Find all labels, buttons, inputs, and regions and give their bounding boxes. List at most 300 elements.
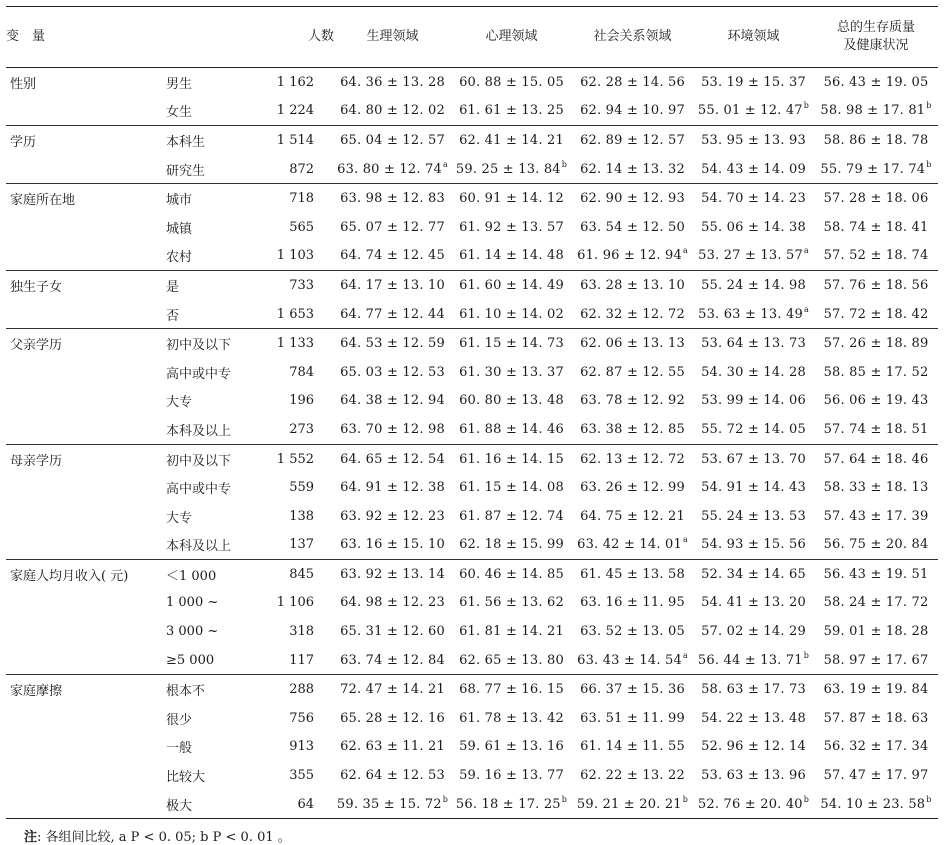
category-cell: 3 000 ~ bbox=[166, 624, 219, 640]
variable-cell: 家庭摩擦 bbox=[6, 675, 166, 704]
psychological-value-cell bbox=[451, 415, 572, 444]
variable-cell bbox=[6, 733, 166, 762]
overall-value-cell bbox=[814, 329, 938, 358]
value-text: 62. 13 ± 12. 72 bbox=[580, 451, 685, 467]
value-text: 55. 79 ± 17. 74 bbox=[820, 161, 926, 177]
environment-value-cell bbox=[693, 300, 814, 329]
count-cell: 318 bbox=[289, 624, 315, 640]
overall-value-cell bbox=[814, 387, 938, 416]
psychological-value-cell bbox=[451, 444, 572, 473]
count-cell: 872 bbox=[289, 161, 315, 177]
environment-value-cell bbox=[693, 415, 814, 444]
variable-cell bbox=[6, 473, 166, 502]
category-cell: 研究生 bbox=[166, 163, 206, 179]
count-cell: 1 106 bbox=[276, 595, 315, 611]
table-row bbox=[6, 387, 938, 416]
physical-value-cell bbox=[334, 126, 451, 155]
physical-value-cell bbox=[334, 473, 451, 502]
psychological-value-cell bbox=[451, 358, 572, 387]
value-text: 62. 28 ± 14. 56 bbox=[580, 74, 685, 90]
psychological-value-cell bbox=[451, 97, 572, 126]
value-text: 61. 16 ± 14. 15 bbox=[459, 451, 564, 467]
variable-cell: 父亲学历 bbox=[6, 329, 166, 358]
value-text: 53. 63 ± 13. 49 bbox=[698, 306, 803, 322]
variable-cell bbox=[6, 155, 166, 184]
social-value-cell bbox=[572, 560, 693, 589]
value-text: 56. 43 ± 19. 05 bbox=[823, 74, 929, 90]
value-text: 58. 85 ± 17. 52 bbox=[823, 364, 929, 380]
count-cell: 565 bbox=[289, 219, 315, 235]
value-text: 52. 96 ± 12. 14 bbox=[701, 739, 806, 755]
count-cell: 1 224 bbox=[276, 103, 315, 119]
value-text: 65. 07 ± 12. 77 bbox=[340, 219, 445, 235]
physical-value-cell bbox=[334, 502, 451, 531]
significance-mark: b bbox=[926, 159, 932, 169]
physical-value-cell bbox=[334, 329, 451, 358]
overall-value-cell bbox=[814, 242, 938, 271]
psychological-value-cell bbox=[451, 502, 572, 531]
environment-value-cell bbox=[693, 358, 814, 387]
variable-cell bbox=[6, 300, 166, 329]
social-value-cell bbox=[572, 358, 693, 387]
category-cell: 本科生 bbox=[166, 126, 266, 155]
value-text: 61. 96 ± 12. 94 bbox=[577, 248, 682, 264]
variable-cell: 性别 bbox=[6, 68, 166, 97]
significance-mark: a bbox=[803, 246, 809, 256]
category-cell: ＜1 000 bbox=[166, 560, 266, 589]
environment-value-cell bbox=[693, 617, 814, 646]
environment-value-cell bbox=[693, 531, 814, 560]
environment-value-cell bbox=[693, 473, 814, 502]
value-text: 64. 17 ± 13. 10 bbox=[340, 277, 445, 293]
social-value-cell bbox=[572, 387, 693, 416]
variable-cell bbox=[6, 242, 166, 271]
psychological-value-cell bbox=[451, 271, 572, 300]
value-text: 55. 72 ± 14. 05 bbox=[701, 421, 806, 437]
social-value-cell bbox=[572, 271, 693, 300]
physical-value-cell bbox=[334, 68, 451, 97]
value-text: 61. 15 ± 14. 08 bbox=[459, 480, 564, 496]
environment-value-cell bbox=[693, 213, 814, 242]
physical-value-cell bbox=[334, 704, 451, 733]
count-cell: 1 514 bbox=[266, 126, 334, 155]
physical-value-cell bbox=[334, 97, 451, 126]
table-row bbox=[6, 646, 938, 675]
social-value-cell bbox=[572, 155, 693, 184]
count-cell: 559 bbox=[289, 480, 315, 496]
overall-value-cell bbox=[814, 358, 938, 387]
physical-value-cell bbox=[334, 761, 451, 790]
value-text: 63. 74 ± 12. 84 bbox=[340, 652, 445, 668]
value-text: 53. 64 ± 13. 73 bbox=[701, 336, 806, 352]
significance-mark: b bbox=[561, 794, 568, 804]
value-text: 63. 80 ± 12. 74 bbox=[337, 161, 442, 177]
psychological-value-cell bbox=[451, 733, 572, 762]
value-text: 62. 14 ± 13. 32 bbox=[580, 161, 685, 177]
category-cell: 极大 bbox=[166, 790, 266, 819]
physical-value-cell bbox=[334, 358, 451, 387]
table-note bbox=[24, 826, 291, 845]
social-value-cell bbox=[572, 733, 693, 762]
value-text: 68. 77 ± 16. 15 bbox=[459, 682, 564, 698]
value-text: 57. 47 ± 17. 97 bbox=[823, 768, 929, 784]
count-cell: 273 bbox=[289, 421, 315, 437]
table-row bbox=[6, 733, 938, 762]
value-text: 54. 10 ± 23. 58 bbox=[820, 796, 926, 812]
count-cell: 355 bbox=[289, 768, 315, 784]
category-cell: 一般 bbox=[166, 741, 193, 757]
social-value-cell bbox=[572, 97, 693, 126]
value-text: 63. 92 ± 12. 23 bbox=[340, 508, 445, 524]
table-row bbox=[6, 184, 938, 213]
value-text: 61. 60 ± 14. 49 bbox=[459, 277, 564, 293]
value-text: 62. 90 ± 12. 93 bbox=[580, 191, 685, 207]
value-text: 62. 63 ± 11. 21 bbox=[340, 739, 445, 755]
physical-value-cell bbox=[334, 213, 451, 242]
physical-value-cell bbox=[334, 271, 451, 300]
table-row bbox=[6, 126, 938, 155]
value-text: 62. 87 ± 12. 55 bbox=[580, 364, 685, 380]
data-table bbox=[6, 6, 938, 819]
physical-value-cell bbox=[334, 560, 451, 589]
value-text: 53. 63 ± 13. 96 bbox=[701, 768, 806, 784]
value-text: 64. 38 ± 12. 94 bbox=[340, 393, 445, 409]
category-cell: 城市 bbox=[166, 184, 266, 213]
table-row bbox=[6, 155, 938, 184]
value-text: 55. 24 ± 14. 98 bbox=[701, 277, 806, 293]
value-text: 57. 28 ± 18. 06 bbox=[823, 191, 929, 207]
value-text: 61. 81 ± 14. 21 bbox=[459, 624, 564, 640]
table-row bbox=[6, 358, 938, 387]
value-text: 63. 16 ± 11. 95 bbox=[580, 595, 685, 611]
value-text: 54. 41 ± 13. 20 bbox=[701, 595, 806, 611]
category-cell: 否 bbox=[166, 308, 180, 324]
social-value-cell bbox=[572, 675, 693, 704]
value-text: 62. 65 ± 13. 80 bbox=[459, 652, 564, 668]
environment-value-cell bbox=[693, 733, 814, 762]
category-cell: 城镇 bbox=[166, 221, 193, 237]
variable-cell bbox=[6, 531, 166, 560]
variable-cell: 学历 bbox=[6, 126, 166, 155]
note-text: : 各组间比较, a P < 0. 05; b P < 0. 01 。 bbox=[37, 830, 291, 845]
significance-mark: b bbox=[803, 794, 810, 804]
table-row bbox=[6, 531, 938, 560]
significance-mark: b bbox=[561, 159, 568, 169]
overall-value-cell bbox=[814, 271, 938, 300]
count-cell: 733 bbox=[266, 271, 334, 300]
value-text: 63. 26 ± 12. 99 bbox=[580, 480, 685, 496]
significance-mark: a bbox=[442, 159, 448, 169]
variable-cell bbox=[6, 589, 166, 618]
overall-value-cell bbox=[814, 617, 938, 646]
variable-cell: 母亲学历 bbox=[6, 444, 166, 473]
environment-value-cell bbox=[693, 589, 814, 618]
value-text: 53. 95 ± 13. 93 bbox=[701, 132, 806, 148]
overall-value-cell bbox=[814, 675, 938, 704]
count-cell: 64 bbox=[266, 790, 334, 819]
environment-value-cell bbox=[693, 675, 814, 704]
psychological-value-cell bbox=[451, 790, 572, 819]
category-cell: 男生 bbox=[166, 68, 266, 97]
psychological-value-cell bbox=[451, 675, 572, 704]
physical-value-cell bbox=[334, 617, 451, 646]
variable-cell: 家庭所在地 bbox=[6, 184, 166, 213]
physical-value-cell bbox=[334, 184, 451, 213]
value-text: 56. 32 ± 17. 34 bbox=[823, 739, 929, 755]
value-text: 54. 22 ± 13. 48 bbox=[701, 710, 806, 726]
value-text: 65. 04 ± 12. 57 bbox=[340, 132, 445, 148]
value-text: 62. 41 ± 14. 21 bbox=[459, 132, 564, 148]
value-text: 61. 92 ± 13. 57 bbox=[459, 219, 564, 235]
value-text: 63. 38 ± 12. 85 bbox=[580, 421, 685, 437]
value-text: 61. 14 ± 14. 48 bbox=[459, 248, 564, 264]
document bbox=[6, 6, 938, 845]
value-text: 65. 28 ± 12. 16 bbox=[340, 710, 445, 726]
psychological-value-cell bbox=[451, 531, 572, 560]
value-text: 58. 97 ± 17. 67 bbox=[823, 652, 929, 668]
social-value-cell bbox=[572, 68, 693, 97]
psychological-value-cell bbox=[451, 213, 572, 242]
category-cell: 高中或中专 bbox=[166, 366, 232, 382]
value-text: 53. 67 ± 13. 70 bbox=[701, 451, 806, 467]
variable-cell bbox=[6, 97, 166, 126]
value-text: 59. 01 ± 18. 28 bbox=[823, 624, 929, 640]
environment-value-cell bbox=[693, 271, 814, 300]
social-value-cell bbox=[572, 300, 693, 329]
environment-value-cell bbox=[693, 444, 814, 473]
psychological-value-cell bbox=[451, 761, 572, 790]
overall-value-cell bbox=[814, 68, 938, 97]
social-value-cell bbox=[572, 444, 693, 473]
physical-value-cell bbox=[334, 300, 451, 329]
social-value-cell bbox=[572, 617, 693, 646]
header-physical: 生理领域 bbox=[334, 7, 451, 68]
category-cell: 高中或中专 bbox=[166, 482, 232, 498]
header-count: 人数 bbox=[266, 7, 334, 68]
category-cell: 是 bbox=[166, 271, 266, 300]
value-text: 64. 75 ± 12. 21 bbox=[580, 508, 685, 524]
value-text: 61. 78 ± 13. 42 bbox=[459, 710, 564, 726]
value-text: 63. 78 ± 12. 92 bbox=[580, 393, 685, 409]
social-value-cell bbox=[572, 704, 693, 733]
count-cell: 1 133 bbox=[266, 329, 334, 358]
environment-value-cell bbox=[693, 790, 814, 819]
header-overall-line1: 总的生存质量 bbox=[837, 20, 916, 35]
value-text: 66. 37 ± 15. 36 bbox=[580, 682, 685, 698]
social-value-cell bbox=[572, 761, 693, 790]
overall-value-cell bbox=[814, 560, 938, 589]
physical-value-cell bbox=[334, 242, 451, 271]
table-row bbox=[6, 97, 938, 126]
value-text: 65. 31 ± 12. 60 bbox=[340, 624, 445, 640]
table-row bbox=[6, 329, 938, 358]
table-row bbox=[6, 213, 938, 242]
social-value-cell bbox=[572, 213, 693, 242]
physical-value-cell bbox=[334, 387, 451, 416]
environment-value-cell bbox=[693, 97, 814, 126]
count-cell: 1 162 bbox=[266, 68, 334, 97]
count-cell: 1 552 bbox=[266, 444, 334, 473]
psychological-value-cell bbox=[451, 242, 572, 271]
count-cell: 117 bbox=[289, 652, 315, 668]
significance-mark: a bbox=[803, 304, 809, 314]
significance-mark: b bbox=[926, 101, 932, 111]
environment-value-cell bbox=[693, 502, 814, 531]
table-row bbox=[6, 675, 938, 704]
significance-mark: a bbox=[682, 246, 688, 256]
overall-value-cell bbox=[814, 473, 938, 502]
value-text: 54. 43 ± 14. 09 bbox=[701, 161, 806, 177]
value-text: 58. 86 ± 18. 78 bbox=[823, 132, 929, 148]
table-body bbox=[6, 68, 938, 819]
value-text: 53. 19 ± 15. 37 bbox=[701, 74, 806, 90]
value-text: 64. 65 ± 12. 54 bbox=[340, 451, 445, 467]
value-text: 54. 91 ± 14. 43 bbox=[701, 480, 806, 496]
value-text: 63. 54 ± 12. 50 bbox=[580, 219, 685, 235]
value-text: 64. 74 ± 12. 45 bbox=[340, 248, 445, 264]
value-text: 61. 15 ± 14. 73 bbox=[459, 336, 564, 352]
value-text: 59. 25 ± 13. 84 bbox=[455, 161, 561, 177]
significance-mark: b bbox=[803, 650, 810, 660]
category-cell: 大专 bbox=[166, 510, 193, 526]
environment-value-cell bbox=[693, 761, 814, 790]
physical-value-cell bbox=[334, 646, 451, 675]
count-cell: 913 bbox=[289, 739, 315, 755]
value-text: 61. 30 ± 13. 37 bbox=[459, 364, 564, 380]
significance-mark: b bbox=[442, 794, 449, 804]
value-text: 61. 14 ± 11. 55 bbox=[580, 739, 685, 755]
psychological-value-cell bbox=[451, 68, 572, 97]
value-text: 61. 10 ± 14. 02 bbox=[459, 306, 564, 322]
value-text: 53. 99 ± 14. 06 bbox=[701, 393, 806, 409]
psychological-value-cell bbox=[451, 387, 572, 416]
value-text: 65. 03 ± 12. 53 bbox=[340, 364, 445, 380]
variable-cell bbox=[6, 790, 166, 819]
value-text: 62. 06 ± 13. 13 bbox=[580, 336, 685, 352]
value-text: 64. 91 ± 12. 38 bbox=[340, 480, 445, 496]
table-row bbox=[6, 444, 938, 473]
value-text: 63. 98 ± 12. 83 bbox=[340, 191, 445, 207]
value-text: 64. 80 ± 12. 02 bbox=[340, 103, 445, 119]
category-cell: 初中及以下 bbox=[166, 444, 266, 473]
social-value-cell bbox=[572, 531, 693, 560]
value-text: 58. 33 ± 18. 13 bbox=[823, 480, 929, 496]
header-environment: 环境领域 bbox=[693, 7, 814, 68]
significance-mark: b bbox=[682, 794, 689, 804]
environment-value-cell bbox=[693, 646, 814, 675]
count-cell: 1 653 bbox=[276, 306, 315, 322]
value-text: 63. 51 ± 11. 99 bbox=[580, 710, 685, 726]
category-cell: 初中及以下 bbox=[166, 329, 266, 358]
psychological-value-cell bbox=[451, 704, 572, 733]
environment-value-cell bbox=[693, 387, 814, 416]
overall-value-cell bbox=[814, 733, 938, 762]
category-cell: 本科及以上 bbox=[166, 423, 232, 439]
value-text: 59. 61 ± 13. 16 bbox=[459, 739, 564, 755]
environment-value-cell bbox=[693, 560, 814, 589]
value-text: 52. 34 ± 14. 65 bbox=[701, 566, 806, 582]
value-text: 63. 52 ± 13. 05 bbox=[580, 624, 685, 640]
variable-cell bbox=[6, 387, 166, 416]
psychological-value-cell bbox=[451, 560, 572, 589]
value-text: 57. 52 ± 18. 74 bbox=[823, 248, 929, 264]
environment-value-cell bbox=[693, 155, 814, 184]
overall-value-cell bbox=[814, 761, 938, 790]
significance-mark: b bbox=[926, 794, 932, 804]
social-value-cell bbox=[572, 502, 693, 531]
value-text: 63. 70 ± 12. 98 bbox=[340, 421, 445, 437]
table-row bbox=[6, 502, 938, 531]
table-row bbox=[6, 790, 938, 819]
social-value-cell bbox=[572, 415, 693, 444]
value-text: 54. 70 ± 14. 23 bbox=[701, 191, 806, 207]
value-text: 57. 72 ± 18. 42 bbox=[823, 306, 929, 322]
variable-cell bbox=[6, 415, 166, 444]
value-text: 53. 27 ± 13. 57 bbox=[698, 248, 803, 264]
overall-value-cell bbox=[814, 646, 938, 675]
social-value-cell bbox=[572, 646, 693, 675]
variable-cell bbox=[6, 704, 166, 733]
overall-value-cell bbox=[814, 790, 938, 819]
value-text: 61. 56 ± 13. 62 bbox=[459, 595, 564, 611]
environment-value-cell bbox=[693, 329, 814, 358]
variable-cell: 独生子女 bbox=[6, 271, 166, 300]
physical-value-cell bbox=[334, 790, 451, 819]
value-text: 62. 22 ± 13. 22 bbox=[580, 768, 685, 784]
count-cell: 845 bbox=[266, 560, 334, 589]
value-text: 63. 92 ± 13. 14 bbox=[340, 566, 445, 582]
table-row bbox=[6, 68, 938, 97]
overall-value-cell bbox=[814, 184, 938, 213]
physical-value-cell bbox=[334, 733, 451, 762]
category-cell: 比较大 bbox=[166, 770, 206, 786]
social-value-cell bbox=[572, 126, 693, 155]
value-text: 56. 44 ± 13. 71 bbox=[697, 652, 803, 668]
count-cell: 718 bbox=[266, 184, 334, 213]
variable-cell bbox=[6, 213, 166, 242]
value-text: 56. 43 ± 19. 51 bbox=[823, 566, 929, 582]
value-text: 62. 89 ± 12. 57 bbox=[580, 132, 685, 148]
header-row bbox=[6, 7, 938, 68]
value-text: 57. 26 ± 18. 89 bbox=[823, 336, 929, 352]
value-text: 60. 80 ± 13. 48 bbox=[459, 393, 564, 409]
value-text: 63. 28 ± 13. 10 bbox=[580, 277, 685, 293]
physical-value-cell bbox=[334, 589, 451, 618]
count-cell: 137 bbox=[289, 537, 315, 553]
table-row bbox=[6, 617, 938, 646]
social-value-cell bbox=[572, 589, 693, 618]
category-cell: 农村 bbox=[166, 250, 193, 266]
value-text: 52. 76 ± 20. 40 bbox=[697, 796, 803, 812]
social-value-cell bbox=[572, 242, 693, 271]
value-text: 57. 76 ± 18. 56 bbox=[823, 277, 929, 293]
physical-value-cell bbox=[334, 444, 451, 473]
psychological-value-cell bbox=[451, 155, 572, 184]
overall-value-cell bbox=[814, 589, 938, 618]
psychological-value-cell bbox=[451, 300, 572, 329]
physical-value-cell bbox=[334, 155, 451, 184]
value-text: 62. 18 ± 15. 99 bbox=[459, 537, 564, 553]
category-cell: 1 000 ~ bbox=[166, 595, 219, 611]
value-text: 56. 06 ± 19. 43 bbox=[823, 393, 929, 409]
variable-cell bbox=[6, 761, 166, 790]
value-text: 61. 87 ± 12. 74 bbox=[459, 508, 564, 524]
category-cell: ≥5 000 bbox=[166, 652, 215, 668]
value-text: 72. 47 ± 14. 21 bbox=[340, 682, 445, 698]
value-text: 61. 61 ± 13. 25 bbox=[459, 103, 564, 119]
environment-value-cell bbox=[693, 68, 814, 97]
social-value-cell bbox=[572, 473, 693, 502]
